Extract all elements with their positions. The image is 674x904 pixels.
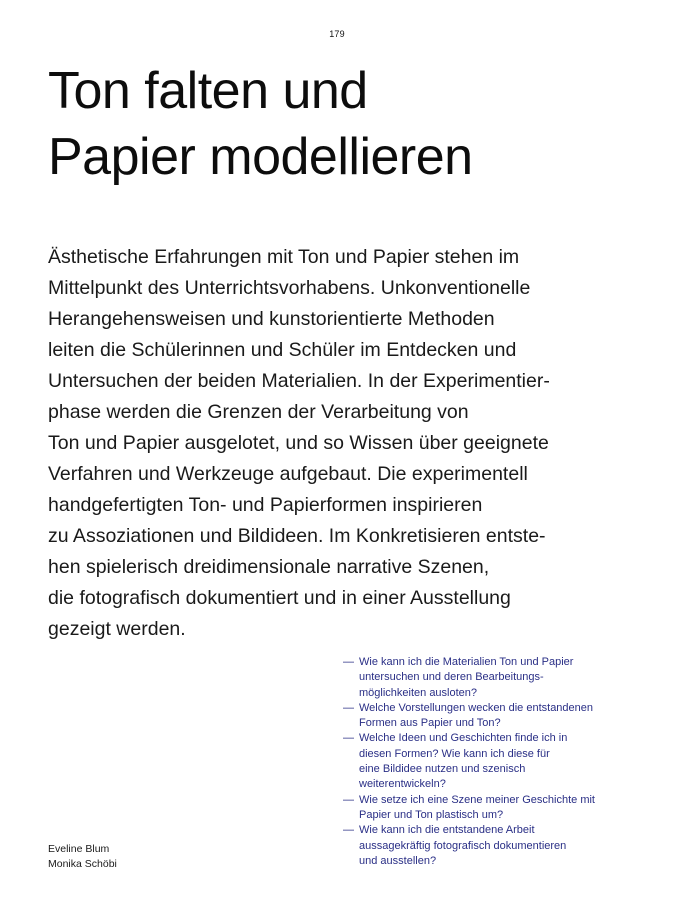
intro-line: Ästhetische Erfahrungen mit Ton und Papier stehen im	[48, 246, 520, 268]
question-line: weiterentwickeln?	[359, 778, 446, 791]
guiding-questions-list	[343, 655, 595, 869]
intro-line: Ton und Papier ausgelotet, und so Wissen über geeignete	[48, 432, 549, 454]
question-line: — Wie kann ich die entstandene Arbeit	[359, 824, 535, 837]
title-line: Papier modellieren	[48, 128, 473, 186]
intro-line: leiten die Schülerinnen und Schüler im Entdecken und	[48, 339, 517, 361]
question-line: und ausstellen?	[359, 854, 437, 867]
page-number: 179	[329, 29, 345, 39]
question-line: — Wie setze ich eine Szene meiner Geschichte mit	[359, 793, 595, 806]
question-item	[343, 823, 595, 869]
question-line: aussagekräftig fotografisch dokumentieren	[359, 839, 567, 852]
intro-line: Untersuchen der beiden Materialien. In der Experimentier-	[48, 370, 550, 392]
intro-line: gezeigt werden.	[48, 618, 186, 640]
intro-line: Verfahren und Werkzeuge aufgebaut. Die experimentell	[48, 463, 528, 485]
question-item	[343, 701, 595, 732]
intro-line: Herangehensweisen und kunstorientierte Methoden	[48, 308, 495, 330]
intro-line: die fotografisch dokumentiert und in einer Ausstellung	[48, 587, 511, 609]
question-line: Papier und Ton plastisch um?	[359, 808, 504, 821]
intro-line: hen spielerisch dreidimensionale narrative Szenen,	[48, 556, 490, 578]
question-line: eine Bildidee nutzen und szenisch	[359, 763, 526, 776]
author-name: Eveline Blum	[48, 843, 110, 855]
page-title	[48, 58, 473, 190]
question-item	[343, 793, 595, 824]
question-item	[343, 731, 595, 792]
title-line: Ton falten und	[48, 62, 368, 120]
authors-block	[48, 842, 117, 871]
intro-paragraph	[48, 242, 648, 645]
intro-line: zu Assoziationen und Bildideen. Im Konkretisieren entste-	[48, 525, 546, 547]
question-line: — Wie kann ich die Materialien Ton und Papier	[359, 656, 574, 668]
question-line: möglichkeiten ausloten?	[359, 686, 478, 699]
intro-line: Mittelpunkt des Unterrichtsvorhabens. Unkonventionelle	[48, 277, 531, 299]
question-line: untersuchen und deren Bearbeitungs-	[359, 671, 544, 684]
intro-line: phase werden die Grenzen der Verarbeitung von	[48, 401, 469, 423]
question-line: — Welche Ideen und Geschichten finde ich in	[359, 732, 568, 745]
question-line: — Welche Vorstellungen wecken die entstandenen	[359, 701, 594, 714]
intro-line: handgefertigten Ton- und Papierformen inspirieren	[48, 494, 483, 516]
question-line: Formen aus Papier und Ton?	[359, 717, 501, 730]
question-line: diesen Formen? Wie kann ich diese für	[359, 747, 550, 760]
author-name: Monika Schöbi	[48, 857, 117, 870]
question-item	[343, 655, 595, 701]
